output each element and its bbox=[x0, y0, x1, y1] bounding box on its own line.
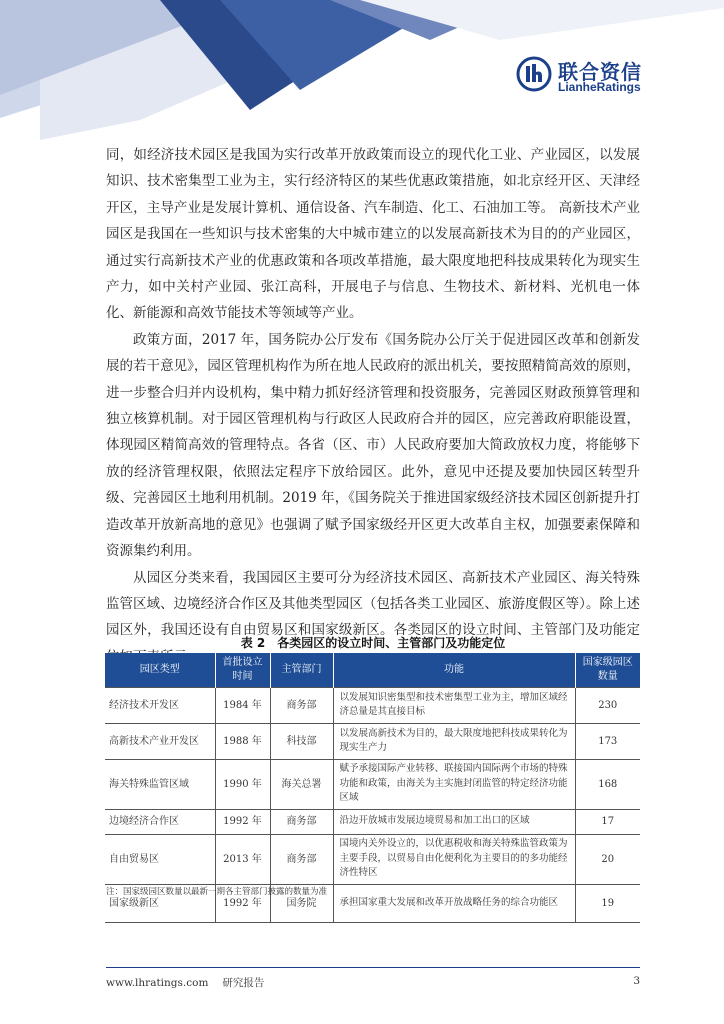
cell-function: 赋予承接国际产业转移、联接国内国际两个市场的特殊功能和政策，由海关为主实施封闭监管的特定经济功能区域 bbox=[333, 759, 575, 809]
park-types-table bbox=[105, 653, 640, 923]
body-text bbox=[106, 142, 640, 670]
cell-year: 1984 年 bbox=[215, 687, 270, 723]
cell-count: 230 bbox=[575, 687, 640, 723]
cell-dept: 商务部 bbox=[270, 834, 333, 884]
cell-dept: 商务部 bbox=[270, 809, 333, 834]
header-first-year: 首批设立时间 bbox=[215, 653, 270, 687]
table-header-row bbox=[105, 653, 640, 687]
table-note: 注：国家级园区数量以最新一期各主管部门披露的数量为准 bbox=[106, 887, 328, 897]
cell-year: 1992 年 bbox=[215, 884, 270, 922]
cell-dept: 商务部 bbox=[270, 687, 333, 723]
cell-type: 海关特殊监管区域 bbox=[105, 759, 215, 809]
lianhe-logo bbox=[516, 56, 696, 96]
cell-count: 20 bbox=[575, 834, 640, 884]
cell-count: 19 bbox=[575, 884, 640, 922]
lianhe-logo-icon bbox=[516, 56, 552, 92]
cell-year: 1990 年 bbox=[215, 759, 270, 809]
logo-name-cn: 联合资信 bbox=[558, 60, 642, 84]
footer-divider bbox=[106, 967, 640, 968]
cell-type: 国家级新区 bbox=[105, 884, 215, 922]
table-row bbox=[105, 834, 640, 884]
footer-website-link[interactable]: www.lhratings.com bbox=[106, 977, 209, 989]
cell-function: 国境内关外设立的，以优惠税收和海关特殊监管政策为主要手段，以贸易自由化便利化为主要目的的多功能经济性特区 bbox=[333, 834, 575, 884]
cell-dept: 科技部 bbox=[270, 723, 333, 759]
cell-year: 1992 年 bbox=[215, 809, 270, 834]
paragraph: 政策方面，2017 年，国务院办公厅发布《国务院办公厅关于促进园区改革和创新发展的若干意见》，园区管理机构作为所在地人民政府的派出机关，要按照精简高效的原则，进一步整合归并内设机构，集中精力抓好经济管理和投资服务，完善园区财政预算管理和独立核算机制。对于园区管理机构与行政区人民政府合并的园区，应完善政府职能设置，体现园区精简高效的管理特点。各省（区、市）人民政府要加大简政放权力度，将能够下放的经济管理权限，依照法定程序下放给园区。此外，意见中还提及要加快园区转型升级、完善园区土地利用机制。2019 年，《国务院关于推进国家级经济技术园区创新提升打造改革开放新高地的意见》也强调了赋予国家级经开区更大改革自主权，加强要素保障和资源集约利用。 bbox=[106, 331, 640, 560]
cell-count: 173 bbox=[575, 723, 640, 759]
cell-type: 经济技术开发区 bbox=[105, 687, 215, 723]
header-park-type: 园区类型 bbox=[105, 653, 215, 687]
table-row bbox=[105, 723, 640, 759]
cell-count: 168 bbox=[575, 759, 640, 809]
cell-year: 1988 年 bbox=[215, 723, 270, 759]
cell-count: 17 bbox=[575, 809, 640, 834]
paragraph: 从园区分类来看，我国园区主要可分为经济技术园区、高新技术产业园区、海关特殊监管区域、边境经济合作区及其他类型园区（包括各类工业园区、旅游度假区等）。除上述园区外，我国还设有自由贸易区和国家级新区。各类园区的设立时间、主管部门及功能定 bbox=[106, 569, 640, 639]
cell-dept: 国务院 bbox=[270, 884, 333, 922]
paragraph: 同，如经济技术园区是我国为实行改革开放政策而设立的现代化工业、产业园区，以发展知识、技术密集型工业为主，实行经济特区的某些优惠政策措施，如北京经开区、天津经开区，主导产业是发展计算机、通信设备、汽车制造、化工、石油加工等。 高新技术产业园区是我国在一些知识与技术密集的大中城市建立的以发展高新技术为目的的产业园区，通过实行高新技术产业的优惠政策和各项改革措施，最大限度地把科技成果转化为现实生产力，如中关村产业园、张江高科，开展电子与信息、生物技术、新材料、光机电一体化、新能源和高效节能技术等领域等产业。 bbox=[106, 147, 640, 322]
cell-year: 2013 年 bbox=[215, 834, 270, 884]
cell-type: 高新技术产业开发区 bbox=[105, 723, 215, 759]
page-number: 3 bbox=[633, 975, 640, 987]
cell-type: 自由贸易区 bbox=[105, 834, 215, 884]
footer-left bbox=[106, 975, 278, 990]
cell-function: 承担国家重大发展和改革开放战略任务的综合功能区 bbox=[333, 884, 575, 922]
cell-function: 以发展高新技术为目的，最大限度地把科技成果转化为现实生产力 bbox=[333, 723, 575, 759]
logo-name-en: LianheRatings bbox=[558, 80, 641, 94]
header-function: 功能 bbox=[333, 653, 575, 687]
table-row bbox=[105, 687, 640, 723]
cell-function: 沿边开放城市发展边境贸易和加工出口的区域 bbox=[333, 809, 575, 834]
footer-label: 研究报告 bbox=[222, 977, 265, 989]
table-title: 表 2 各类园区的设立时间、主管部门及功能定位 bbox=[240, 636, 506, 650]
header-dept: 主管部门 bbox=[270, 653, 333, 687]
table-row bbox=[105, 759, 640, 809]
header-count: 国家级园区数量 bbox=[575, 653, 640, 687]
table-row bbox=[105, 809, 640, 834]
cell-dept: 海关总署 bbox=[270, 759, 333, 809]
cell-function: 以发展知识密集型和技术密集型工业为主，增加区域经济总量是其直接目标 bbox=[333, 687, 575, 723]
cell-type: 边境经济合作区 bbox=[105, 809, 215, 834]
